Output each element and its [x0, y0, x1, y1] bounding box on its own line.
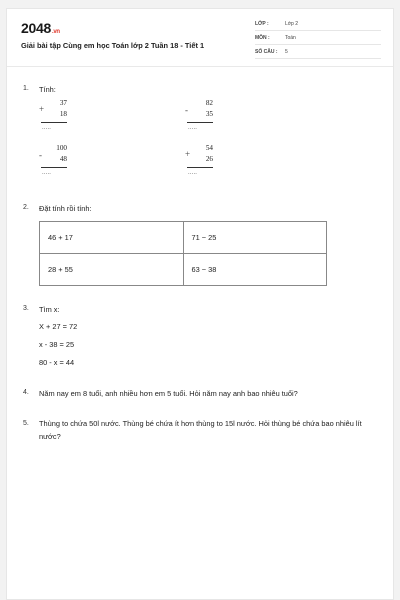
operator: - [39, 150, 42, 160]
question-2-number: 2. [23, 204, 29, 211]
answer-dots: ..... [188, 169, 198, 176]
table-cell: 63 − 38 [183, 254, 327, 286]
meta-row-class [255, 18, 381, 31]
operand-bottom: 26 [205, 155, 213, 163]
equation-line: x - 38 = 25 [39, 340, 75, 349]
answer-dots: ..... [188, 124, 198, 131]
operator: + [39, 104, 45, 114]
question-5-number: 5. [23, 420, 29, 427]
calc-line [187, 122, 213, 123]
table-row [40, 222, 327, 254]
operand-bottom: 18 [59, 110, 67, 118]
table-row [40, 254, 327, 286]
operand-top: 54 [205, 144, 213, 152]
meta-row-subject [255, 32, 381, 45]
question-1-text: Tính: [39, 85, 56, 94]
meta-label: SỐ CÂU : [255, 49, 278, 55]
worksheet-title: Giải bài tập Cùng em học Toán lớp 2 Tuần 18 - Tiết 1 [21, 41, 205, 50]
calc-line [41, 167, 67, 168]
calc-line [187, 167, 213, 168]
operand-top: 100 [56, 144, 67, 152]
calc-item [39, 144, 79, 184]
worksheet-page [6, 8, 394, 600]
question-5-text: Thùng to chứa 50l nước. Thùng bé chứa ít hơn thùng to 15l nước. Hỏi thùng bé chứa bao nhiêu lít nước? [39, 419, 362, 441]
site-logo[interactable] [21, 20, 60, 36]
operand-bottom: 48 [59, 155, 67, 163]
logo-suffix: .vn [51, 29, 60, 35]
calc-item [39, 99, 79, 139]
calc-line [41, 122, 67, 123]
answer-dots: ..... [42, 169, 52, 176]
calc-table [39, 221, 327, 286]
question-1-number: 1. [23, 85, 29, 92]
answer-dots: ..... [42, 124, 52, 131]
operand-top: 37 [59, 99, 67, 107]
meta-label: LỚP : [255, 21, 269, 27]
question-3-text: Tìm x: [39, 305, 60, 314]
question-4-text: Năm nay em 8 tuổi, anh nhiều hơn em 5 tuổi. Hỏi năm nay anh bao nhiêu tuổi? [39, 389, 298, 398]
question-3-number: 3. [23, 305, 29, 312]
meta-value: Lớp 2 [285, 21, 299, 27]
operator: - [185, 105, 188, 115]
meta-label: MÔN : [255, 35, 270, 41]
operator: + [185, 149, 191, 159]
table-cell: 71 − 25 [183, 222, 327, 254]
worksheet-header [7, 9, 394, 67]
question-2-text: Đặt tính rồi tính: [39, 204, 92, 213]
calc-item [185, 144, 225, 184]
equation-line: 80 - x = 44 [39, 358, 75, 367]
table-cell: 28 + 55 [40, 254, 184, 286]
calc-item [185, 99, 225, 139]
question-4-number: 4. [23, 389, 29, 396]
meta-row-question-count [255, 46, 381, 59]
logo-main: 2048 [21, 20, 51, 36]
meta-value: Toán [285, 35, 296, 41]
operand-bottom: 35 [205, 110, 213, 118]
table-cell: 46 + 17 [40, 222, 184, 254]
equation-line: X + 27 = 72 [39, 322, 78, 331]
meta-value: 5 [285, 49, 288, 55]
operand-top: 82 [205, 99, 213, 107]
